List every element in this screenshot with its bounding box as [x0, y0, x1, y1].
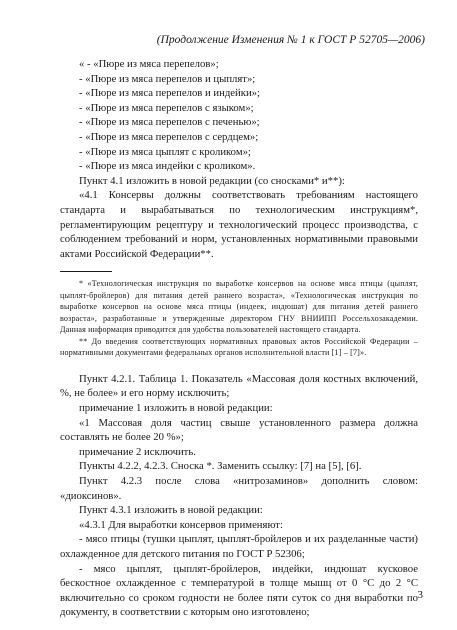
list-item: « - «Пюре из мяса перепелов»; — [79, 58, 219, 70]
list-item: - «Пюре из мяса цыплят с кроликом»; — [79, 145, 251, 158]
paragraph: «1 Массовая доля частиц свыше установленного размера должна составлять не более 20 %»; — [60, 416, 418, 444]
list-item: - «Пюре из мяса перепелов с языком»; — [79, 101, 254, 114]
list-item: - «Пюре из мяса перепелов и цыплят»; — [79, 72, 256, 85]
paragraph: Пункт 4.1 изложить в новой редакции (со сносками* и**): — [79, 174, 345, 187]
paragraph: «4.3.1 Для выработки консервов применяют: — [79, 518, 283, 531]
paragraph: примечание 1 изложить в новой редакции: — [79, 402, 273, 414]
footnote: ** До введения соответствующих нормативных правовых актов Российской Федерации – нормативными документами федеральных органов исполнительной власти [1] – [7]». — [60, 336, 418, 358]
list-item: - «Пюре из мяса перепелов с печенью»; — [79, 116, 260, 129]
paragraph: Пункты 4.2.2, 4.2.3. Сноска *. Заменить ссылку: [7] на [5], [6]. — [79, 460, 362, 473]
footnote: * «Технологическая инструкция по выработке консервов на основе мяса птицы (цыплят, цыплят-бройлеров) для питания детей раннего возраста», «Технологическая инструкция по выработке консервов на основе мяса птицы (индеек, индюшат) для питания детей раннего возраста», разработанные и утвержденные директором ГНУ ВНИИПП Россельхозакадемии. Данная информация приводится для удобства пользователей настоящего стандарта. — [60, 279, 418, 335]
paragraph: Пункт 4.3.1 изложить в новой редакции: — [79, 504, 263, 517]
paragraph: «4.1 Консервы должны соответствовать требованиям настоящего стандарта и вырабатываться по технологическим инструкциям*, регламентирующим рецептуру и технологический процесс производства, с соблюдением требований и норм, установленных нормативными правовыми актами Российской Федерации**. — [60, 189, 418, 260]
paragraph: примечание 2 исключить. — [79, 445, 196, 458]
list-item: - «Пюре из мяса индейки с кроликом». — [79, 160, 256, 173]
footnote-separator — [60, 271, 112, 272]
list-item: - «Пюре из мяса перепелов с сердцем»; — [79, 130, 259, 143]
paragraph: - мясо цыплят, цыплят-бройлеров, индейки, индюшат кусковое бескостное охлажденное с температурой в толще мышц от 0 °С до 2 °С включительно со сроком годности не более пяти суток со дня выработки по документу, в соответствии с которым оно изготовлено; — [60, 562, 418, 619]
paragraph: Пункт 4.2.3 после слова «нитрозаминов» дополнить словом: «диоксинов». — [60, 474, 418, 502]
document-body — [60, 57, 418, 620]
spacer — [60, 359, 418, 372]
paragraph: Пункт 4.2.1. Таблица 1. Показатель «Массовая доля костных включений, %, не более» и его норму исключить; — [60, 372, 418, 400]
page-header: (Продолжение Изменения № 1 к ГОСТ Р 52705—2006) — [156, 34, 425, 46]
paragraph: - мясо птицы (тушки цыплят, цыплят-бройлеров и их разделанные части) охлажденное для детского питания по ГОСТ Р 52306; — [60, 533, 418, 560]
page-number: 3 — [417, 589, 423, 601]
list-item: - «Пюре из мяса перепелов и индейки»; — [79, 87, 260, 100]
